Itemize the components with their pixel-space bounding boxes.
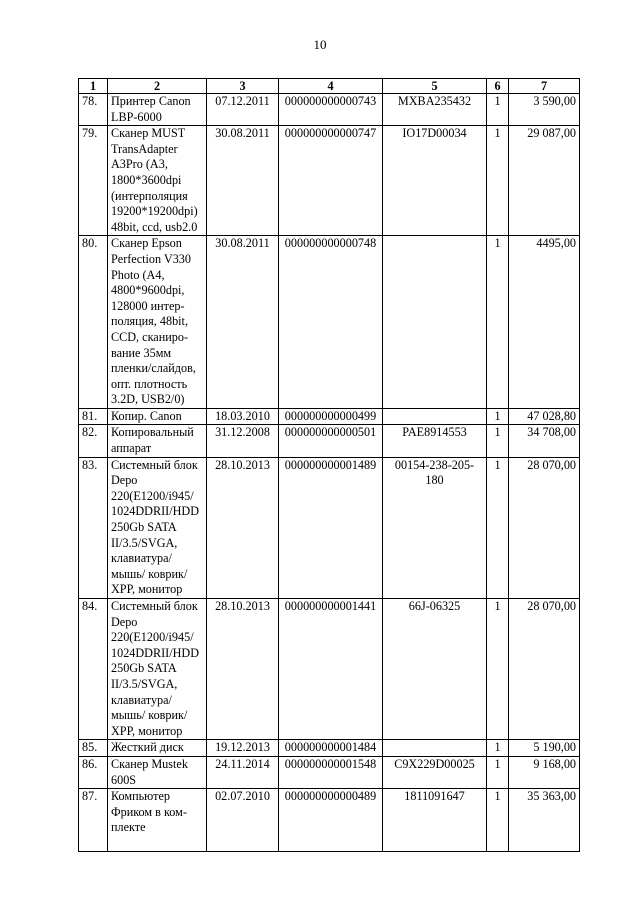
table-row xyxy=(79,789,580,852)
item-name-cell-line: 250Gb SATA xyxy=(111,520,177,535)
item-name-cell xyxy=(108,94,207,126)
serial-number-cell xyxy=(383,425,487,457)
inventory-number-cell: 000000000001548 xyxy=(279,756,383,788)
item-name-cell-line: 220(E1200/i945/ xyxy=(111,488,194,503)
item-name-cell-line: TransAdapter xyxy=(111,141,178,156)
row-number-cell: 82. xyxy=(79,425,108,457)
row-number-cell: 78. xyxy=(79,94,108,126)
cost-cell: 47 028,80 xyxy=(509,408,580,425)
serial-number-cell-line: 00154-238-205- xyxy=(394,457,475,472)
item-name-cell xyxy=(108,789,207,852)
item-name-cell-line: A3Pro (A3, xyxy=(111,157,168,172)
item-name-cell-line: 48bit, ccd, usb2.0 xyxy=(111,219,198,234)
item-name-cell-line: Photo (A4, xyxy=(111,267,165,282)
item-name-cell-line: XPP, монитор xyxy=(111,723,183,738)
row-number-cell: 83. xyxy=(79,457,108,598)
table-row xyxy=(79,599,580,740)
table-row xyxy=(79,740,580,757)
item-name-cell-line: 220(E1200/i945/ xyxy=(111,630,194,645)
item-name-cell-line: Perfection V330 xyxy=(111,251,191,266)
inventory-number-cell: 000000000000743 xyxy=(279,94,383,126)
item-name-cell-line: 250Gb SATA xyxy=(111,661,177,676)
table-header-row xyxy=(79,79,580,94)
quantity-cell: 1 xyxy=(487,457,509,598)
cost-cell: 29 087,00 xyxy=(509,126,580,236)
serial-number-cell xyxy=(383,789,487,852)
item-name-cell-line: Сканер Epson xyxy=(111,236,182,251)
item-name-cell-line: вание 35мм xyxy=(111,345,172,360)
quantity-cell: 1 xyxy=(487,599,509,740)
column-header: 3 xyxy=(207,79,279,94)
cost-cell: 28 070,00 xyxy=(509,599,580,740)
item-name-cell-line: Depo xyxy=(111,473,138,488)
item-name-cell xyxy=(108,457,207,598)
inventory-number-cell: 000000000000489 xyxy=(279,789,383,852)
item-name-cell-line: 4800*9600dpi, xyxy=(111,283,185,298)
serial-number-cell xyxy=(383,408,487,425)
item-name-cell-line: поляция, 48bit, xyxy=(111,314,188,329)
row-number-cell: 81. xyxy=(79,408,108,425)
cost-cell: 35 363,00 xyxy=(509,789,580,852)
item-name-cell xyxy=(108,408,207,425)
quantity-cell: 1 xyxy=(487,94,509,126)
date-cell: 28.10.2013 xyxy=(207,457,279,598)
table-row xyxy=(79,126,580,236)
serial-number-cell xyxy=(383,236,487,409)
column-header: 5 xyxy=(383,79,487,94)
serial-number-cell xyxy=(383,94,487,126)
inventory-table xyxy=(78,78,580,852)
row-number-cell: 86. xyxy=(79,756,108,788)
inventory-number-cell: 000000000000501 xyxy=(279,425,383,457)
table-row xyxy=(79,756,580,788)
item-name-cell-line: II/3.5/SVGA, xyxy=(111,535,178,550)
cost-cell: 28 070,00 xyxy=(509,457,580,598)
item-name-cell-line: мышь/ коврик/ xyxy=(111,566,188,581)
column-header: 7 xyxy=(509,79,580,94)
row-number-cell: 80. xyxy=(79,236,108,409)
item-name-cell-line: Сканер Mustek xyxy=(111,756,188,771)
row-number-cell: 87. xyxy=(79,789,108,852)
cost-cell: 4495,00 xyxy=(509,236,580,409)
item-name-cell-line: Системный блок xyxy=(111,599,198,613)
item-name-cell-line: 128000 интер- xyxy=(111,298,185,313)
item-name-cell xyxy=(108,236,207,409)
cost-cell: 5 190,00 xyxy=(509,740,580,757)
item-name-cell-line: Фриком в ком- xyxy=(111,804,187,819)
item-name-cell-line: 600S xyxy=(111,772,137,787)
table-row xyxy=(79,408,580,425)
item-name-cell-line: Системный блок xyxy=(111,457,198,472)
row-number-cell: 85. xyxy=(79,740,108,757)
quantity-cell: 1 xyxy=(487,740,509,757)
item-name-cell-line: пленки/слайдов, xyxy=(111,361,196,376)
serial-number-cell-line: 1811091647 xyxy=(404,789,465,804)
quantity-cell: 1 xyxy=(487,126,509,236)
table-row xyxy=(79,236,580,409)
serial-number-cell-line: IO17D00034 xyxy=(402,126,467,141)
quantity-cell: 1 xyxy=(487,756,509,788)
item-name-cell-line: XPP, монитор xyxy=(111,582,183,597)
inventory-number-cell: 000000000000748 xyxy=(279,236,383,409)
quantity-cell: 1 xyxy=(487,789,509,852)
item-name-cell-line: клавиатура/ xyxy=(111,692,172,707)
item-name-cell-line: CCD, сканиро- xyxy=(111,329,188,344)
item-name-cell-line: Принтер Canon xyxy=(111,94,191,108)
quantity-cell: 1 xyxy=(487,425,509,457)
date-cell: 02.07.2010 xyxy=(207,789,279,852)
item-name-cell-line: 3.2D, USB2/0) xyxy=(111,392,185,407)
serial-number-cell-line: PAE8914553 xyxy=(402,425,467,440)
row-number-cell: 84. xyxy=(79,599,108,740)
item-name-cell-line: 1024DDRII/HDD xyxy=(111,645,200,660)
item-name-cell-line: II/3.5/SVGA, xyxy=(111,676,178,691)
item-name-cell-line: Компьютер xyxy=(111,789,170,804)
serial-number-cell-line: MXBA235432 xyxy=(397,94,472,108)
item-name-cell xyxy=(108,740,207,757)
item-name-cell xyxy=(108,126,207,236)
item-name-cell-line: Depo xyxy=(111,614,138,629)
date-cell: 19.12.2013 xyxy=(207,740,279,757)
date-cell: 07.12.2011 xyxy=(207,94,279,126)
item-name-cell-line: 19200*19200dpi) xyxy=(111,204,198,219)
serial-number-cell xyxy=(383,126,487,236)
column-header: 1 xyxy=(79,79,108,94)
quantity-cell: 1 xyxy=(487,236,509,409)
date-cell: 30.08.2011 xyxy=(207,126,279,236)
cost-cell: 3 590,00 xyxy=(509,94,580,126)
item-name-cell-line: Копир. Canon xyxy=(111,408,182,423)
column-header: 4 xyxy=(279,79,383,94)
serial-number-cell-line: C9X229D00025 xyxy=(394,756,475,771)
table-row xyxy=(79,425,580,457)
item-name-cell-line: 1024DDRII/HDD xyxy=(111,504,200,519)
item-name-cell-line: клавиатура/ xyxy=(111,551,172,566)
item-name-cell-line: Сканер MUST xyxy=(111,126,186,141)
date-cell: 31.12.2008 xyxy=(207,425,279,457)
date-cell: 28.10.2013 xyxy=(207,599,279,740)
cost-cell: 9 168,00 xyxy=(509,756,580,788)
item-name-cell-line: LBP-6000 xyxy=(111,109,162,124)
item-name-cell xyxy=(108,425,207,457)
item-name-cell-line: аппарат xyxy=(111,441,152,456)
serial-number-cell xyxy=(383,599,487,740)
date-cell: 30.08.2011 xyxy=(207,236,279,409)
item-name-cell-line: плекте xyxy=(111,820,146,835)
inventory-number-cell: 000000000000499 xyxy=(279,408,383,425)
item-name-cell xyxy=(108,599,207,740)
column-header: 2 xyxy=(108,79,207,94)
inventory-number-cell: 000000000001489 xyxy=(279,457,383,598)
item-name-cell-line: (интерполяция xyxy=(111,188,188,203)
inventory-number-cell: 000000000000747 xyxy=(279,126,383,236)
column-header: 6 xyxy=(487,79,509,94)
table-row xyxy=(79,457,580,598)
row-number-cell: 79. xyxy=(79,126,108,236)
page-number: 10 xyxy=(313,37,327,52)
serial-number-cell xyxy=(383,457,487,598)
date-cell: 24.11.2014 xyxy=(207,756,279,788)
item-name-cell-line: Жесткий диск xyxy=(111,740,184,755)
inventory-number-cell: 000000000001484 xyxy=(279,740,383,757)
serial-number-cell xyxy=(383,740,487,757)
item-name-cell-line: опт. плотность xyxy=(111,376,188,391)
date-cell: 18.03.2010 xyxy=(207,408,279,425)
serial-number-cell xyxy=(383,756,487,788)
item-name-cell xyxy=(108,756,207,788)
item-name-cell-line: Копировальный xyxy=(111,425,194,440)
quantity-cell: 1 xyxy=(487,408,509,425)
serial-number-cell-line: 66J-06325 xyxy=(408,599,461,613)
cost-cell: 34 708,00 xyxy=(509,425,580,457)
inventory-number-cell: 000000000001441 xyxy=(279,599,383,740)
table-row xyxy=(79,94,580,126)
serial-number-cell-line: 180 xyxy=(425,473,444,488)
item-name-cell-line: 1800*3600dpi xyxy=(111,172,182,187)
item-name-cell-line: мышь/ коврик/ xyxy=(111,708,188,723)
